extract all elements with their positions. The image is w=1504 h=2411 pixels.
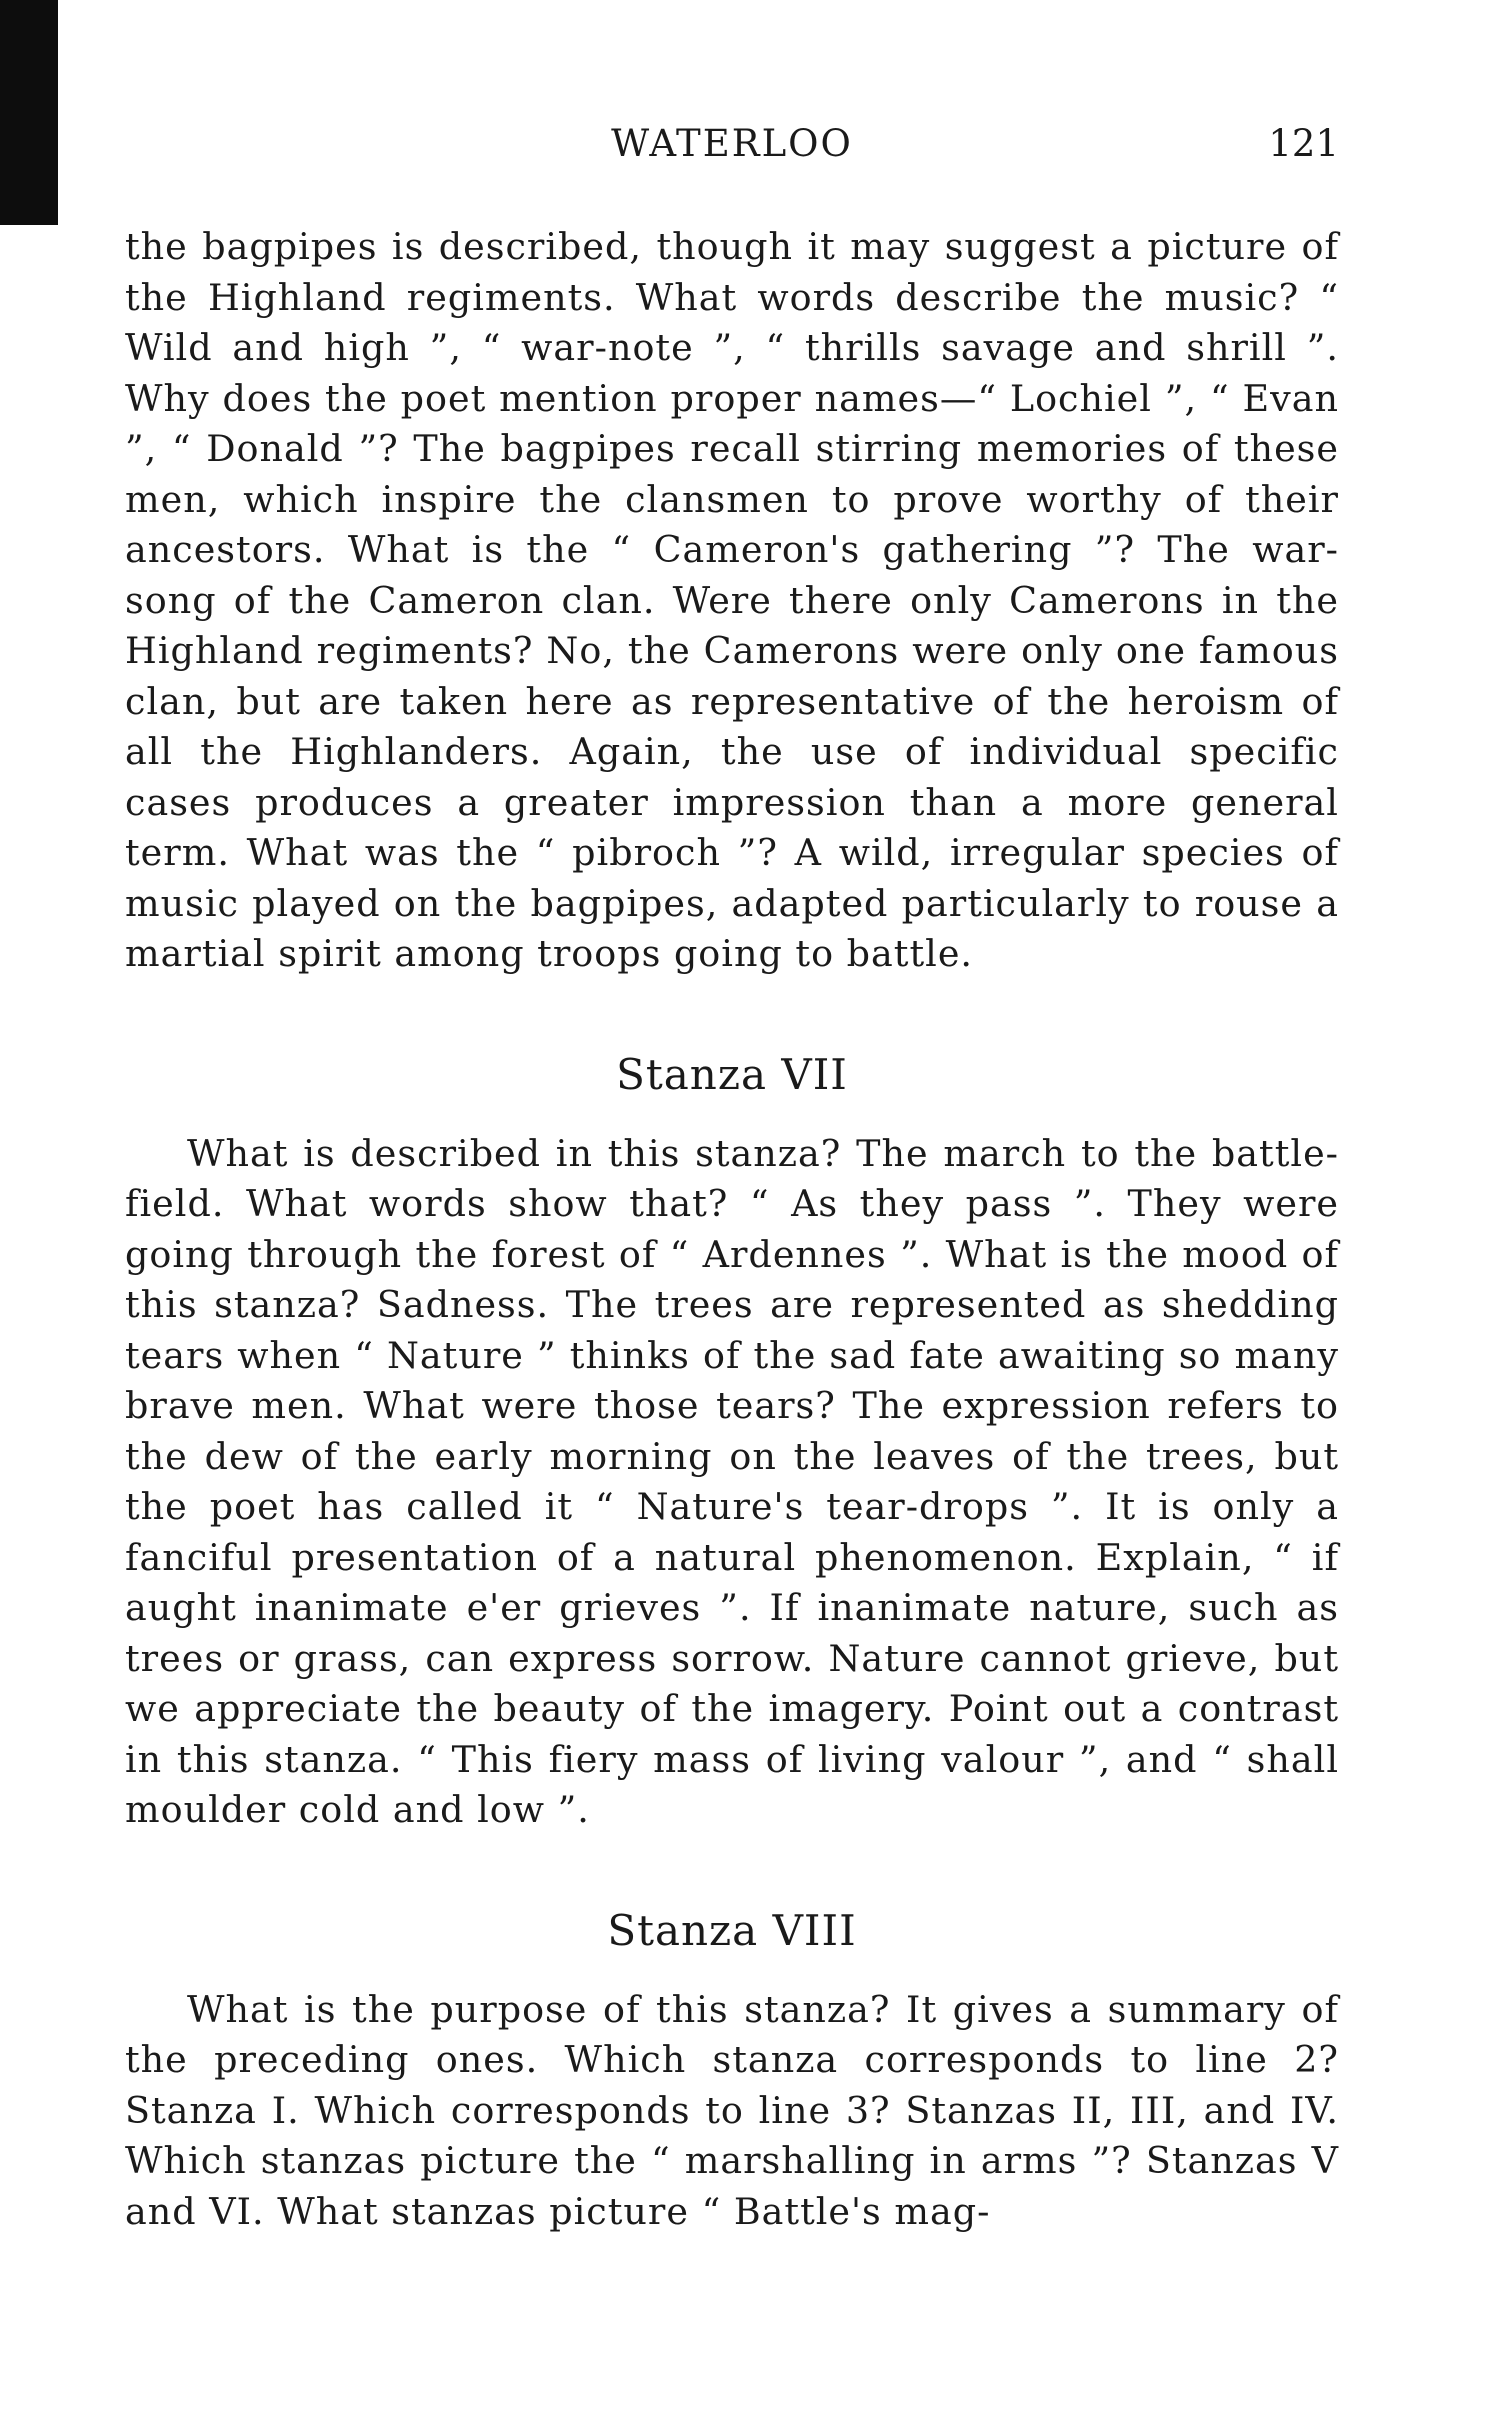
stanza-vii-heading: Stanza VII [616, 1049, 848, 1099]
intro-paragraph: the bagpipes is described, though it may suggest a picture of the Highland regiments. What words describe the music? “ Wild and high ”, “ war-note ”, “ thrills savage and shrill ”. Why does the poet mention proper names—“ Lochiel ”, “ Evan ”, “ Donald ”? The bagpipes recall stirring memories of these men, which inspire the clansmen to prove worthy of their ancestors. What is the “ Cameron's gathering ”? The war-song of the Cameron clan. Were there only Camerons in the Highland regiments? No, the Camerons were only one famous clan, but are taken here as representative of the heroism of all the Highlanders. Again, the use of individual specific cases produces a greater impression than a more general term. What was the “ pibroch ”? A wild, irregular species of music played on the bagpipes, adapted particularly to rouse a martial spirit among troops going to battle. [125, 225, 1339, 975]
page-edge-ink-mark [0, 0, 58, 225]
stanza-viii-paragraph: What is the purpose of this stanza? It gives a summary of the preceding ones. Which stanza corresponds to line 2? Stanza I. Which corresponds to line 3? Stanzas II, III, and IV. Which stanzas picture the “ marshalling in arms ”? Stanzas V and VI. What stanzas picture “ Battle's mag- [125, 1987, 1339, 2233]
running-title: WATERLOO [611, 122, 853, 165]
running-header [125, 120, 1339, 180]
stanza-viii-heading: Stanza VIII [607, 1905, 857, 1955]
page-body [125, 222, 1339, 2237]
page-number: 121 [1268, 122, 1339, 165]
stanza-vii-paragraph: What is described in this stanza? The march to the battle-field. What words show that? “ As they pass ”. They were going through the forest of “ Ardennes ”. What is the mood of this stanza? Sadness. The trees are represented as shedding tears when “ Nature ” thinks of the sad fate awaiting so many brave men. What were those tears? The expression refers to the dew of the early morning on the leaves of the trees, but the poet has called it “ Nature's tear-drops ”. It is only a fanciful presentation of a natural phenomenon. Explain, “ if aught inanimate e'er grieves ”. If inanimate nature, such as trees or grass, can express sorrow. Nature cannot grieve, but we appreciate the beauty of the imagery. Point out a contrast in this stanza. “ This fiery mass of living valour ”, and “ shall moulder cold and low ”. [125, 1131, 1339, 1831]
